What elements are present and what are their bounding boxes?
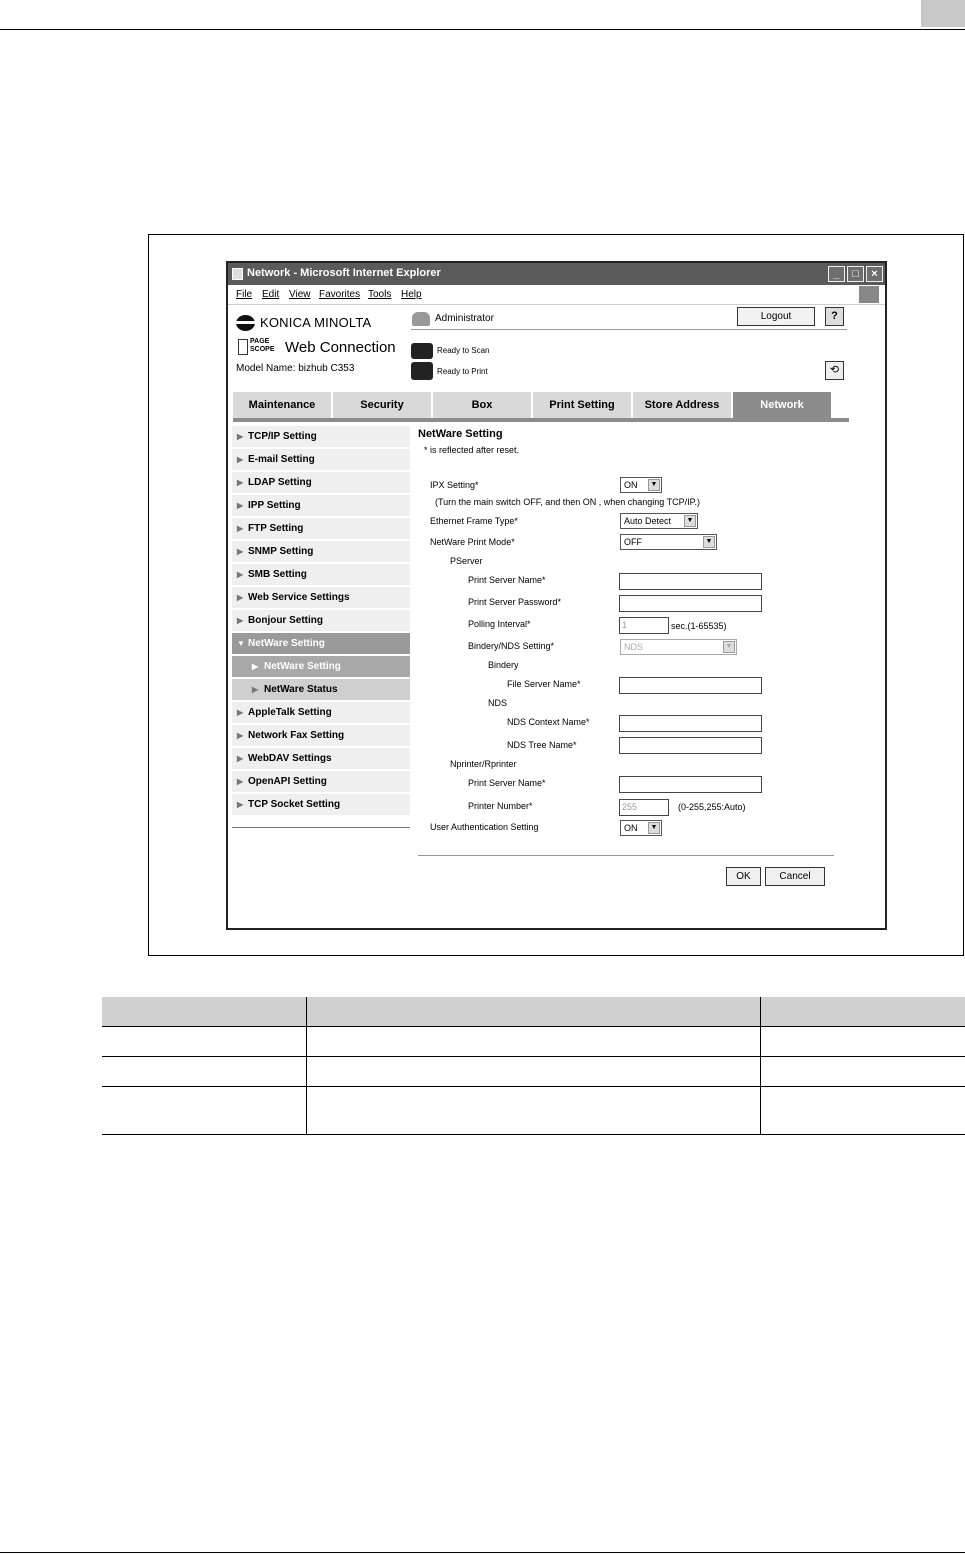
- sidebar-item-label: NetWare Setting: [264, 661, 341, 672]
- tab-print-setting[interactable]: Print Setting: [533, 392, 632, 418]
- file-server-name-label: File Server Name*: [507, 679, 581, 689]
- page-title: NetWare Setting: [418, 428, 503, 440]
- sidebar-item-label: Web Service Settings: [248, 592, 350, 603]
- print-server-password-input[interactable]: [619, 595, 762, 612]
- table-header-cell: [760, 997, 965, 1026]
- ethernet-frame-label: Ethernet Frame Type*: [430, 516, 518, 526]
- sidebar-item-email[interactable]: [232, 449, 410, 471]
- header-rule: [411, 329, 847, 330]
- tab-security[interactable]: Security: [333, 392, 432, 418]
- bindery-nds-label: Bindery/NDS Setting*: [468, 641, 555, 651]
- scan-status: Ready to Scan: [437, 346, 490, 355]
- refresh-button[interactable]: ⟲: [825, 361, 844, 380]
- triangle-right-icon: ▶: [252, 685, 259, 694]
- menu-file[interactable]: File: [236, 289, 253, 300]
- triangle-right-icon: ▶: [237, 501, 244, 510]
- nds-tree-name-input[interactable]: [619, 737, 762, 754]
- table-cell: [306, 1026, 760, 1056]
- pagescope-icon: [238, 339, 248, 355]
- nds-context-name-label: NDS Context Name*: [507, 717, 590, 727]
- nprinter-server-name-input[interactable]: [619, 776, 762, 793]
- sidebar-item-web-service[interactable]: [232, 587, 410, 609]
- settings-description-table: [102, 997, 965, 1135]
- triangle-right-icon: ▶: [237, 593, 244, 602]
- sidebar-item-label: FTP Setting: [248, 523, 304, 534]
- bindery-nds-value: NDS: [624, 642, 644, 652]
- triangle-down-icon: ▼: [237, 639, 245, 648]
- sidebar-item-appletalk[interactable]: [232, 702, 410, 724]
- table-header-cell: [102, 997, 306, 1026]
- triangle-right-icon: ▶: [237, 547, 244, 556]
- menu-help[interactable]: Help: [401, 289, 422, 300]
- printer-status-icon: [411, 362, 433, 380]
- window-title: Network - Microsoft Internet Explorer: [247, 267, 441, 279]
- help-button[interactable]: ?: [825, 307, 844, 326]
- logout-button[interactable]: Logout: [737, 307, 815, 326]
- sidebar-item-label: IPP Setting: [248, 500, 301, 511]
- tab-maintenance[interactable]: Maintenance: [233, 392, 332, 418]
- ipx-setting-select[interactable]: [620, 477, 662, 493]
- ie-page-icon: [232, 268, 243, 280]
- scanner-status-icon: [411, 343, 433, 359]
- konica-minolta-logo-icon: [236, 315, 255, 331]
- menu-tools[interactable]: Tools: [368, 289, 392, 300]
- print-mode-select[interactable]: [620, 534, 717, 550]
- sidebar-item-ldap[interactable]: [232, 472, 410, 494]
- brand-name: KONICA MINOLTA: [260, 315, 372, 330]
- table-header-row: [102, 997, 965, 1026]
- table-row: [102, 1056, 965, 1086]
- print-status: Ready to Print: [437, 367, 488, 376]
- ethernet-frame-select[interactable]: [620, 513, 698, 529]
- sidebar-item-label: LDAP Setting: [248, 477, 312, 488]
- menu-edit[interactable]: Edit: [262, 289, 280, 300]
- table-cell: [102, 1026, 306, 1056]
- tab-network[interactable]: Network: [733, 392, 832, 418]
- nds-tree-name-label: NDS Tree Name*: [507, 740, 577, 750]
- pserver-heading: PServer: [450, 556, 483, 566]
- triangle-right-icon: ▶: [237, 616, 244, 625]
- user-mode: Administrator: [435, 313, 494, 324]
- sidebar-item-label: AppleTalk Setting: [248, 707, 332, 718]
- polling-interval-input[interactable]: 1: [619, 617, 669, 634]
- windows-flag-icon: [859, 286, 879, 303]
- triangle-right-icon: ▶: [237, 731, 244, 740]
- sidebar-subitem-netware-status[interactable]: [232, 679, 410, 701]
- print-server-name-input[interactable]: [619, 573, 762, 590]
- administrator-icon: [412, 312, 430, 326]
- triangle-right-icon: ▶: [237, 570, 244, 579]
- page-number-tab: [921, 0, 965, 27]
- sidebar-item-bonjour[interactable]: [232, 610, 410, 632]
- file-server-name-input[interactable]: [619, 677, 762, 694]
- chevron-down-icon: ▼: [648, 479, 660, 491]
- triangle-right-icon: ▶: [237, 455, 244, 464]
- sidebar-item-tcpip[interactable]: [232, 426, 410, 448]
- table-cell: [760, 1086, 965, 1134]
- sidebar-item-ipp[interactable]: [232, 495, 410, 517]
- nds-heading: NDS: [488, 698, 508, 708]
- page-content: [228, 305, 885, 928]
- sidebar-item-label: NetWare Setting: [248, 638, 325, 649]
- sidebar-item-label: OpenAPI Setting: [248, 776, 327, 787]
- triangle-right-icon: ▶: [237, 708, 244, 717]
- table-cell: [760, 1056, 965, 1086]
- tab-box[interactable]: Box: [433, 392, 532, 418]
- table-cell: [306, 1086, 760, 1134]
- user-auth-label: User Authentication Setting: [430, 822, 539, 832]
- close-button[interactable]: ×: [866, 266, 883, 282]
- table-cell: [306, 1056, 760, 1086]
- sidebar-item-label: NetWare Status: [264, 684, 338, 695]
- pagescope-line-2: SCOPE: [250, 346, 275, 353]
- sidebar-item-label: SMB Setting: [248, 569, 307, 580]
- table-row: [102, 1086, 965, 1134]
- menu-favorites[interactable]: Favorites: [319, 289, 361, 300]
- nprinter-server-name-label: Print Server Name*: [468, 778, 546, 788]
- table-header-cell: [306, 997, 760, 1026]
- triangle-right-icon: ▶: [252, 662, 259, 671]
- bindery-nds-select[interactable]: [620, 639, 737, 655]
- sidebar-subitem-netware-setting[interactable]: [232, 656, 410, 678]
- bindery-heading: Bindery: [488, 660, 519, 670]
- menu-view[interactable]: View: [289, 289, 311, 300]
- polling-interval-hint: sec.(1-65535): [671, 621, 727, 631]
- user-auth-select[interactable]: [620, 820, 662, 836]
- sidebar-item-ftp[interactable]: [232, 518, 410, 540]
- sidebar-item-snmp[interactable]: [232, 541, 410, 563]
- page-footer-rule: [0, 1552, 965, 1553]
- ipx-setting-label: IPX Setting*: [430, 480, 479, 490]
- pagescope-line-1: PAGE: [250, 338, 270, 345]
- triangle-right-icon: ▶: [237, 800, 244, 809]
- sidebar-item-label: E-mail Setting: [248, 454, 315, 465]
- chevron-down-icon: ▼: [703, 536, 715, 548]
- table-cell: [760, 1026, 965, 1056]
- sidebar-item-network-fax[interactable]: [232, 725, 410, 747]
- chevron-down-icon: ▼: [723, 641, 735, 653]
- sidebar-item-label: TCP Socket Setting: [248, 799, 341, 810]
- sidebar-item-label: Bonjour Setting: [248, 615, 323, 626]
- main-tabs: [233, 392, 849, 418]
- sidebar-item-webdav[interactable]: [232, 748, 410, 770]
- pagescope-logo: [250, 338, 275, 354]
- menu-bar: [228, 285, 885, 305]
- table-cell: [102, 1056, 306, 1086]
- ok-button[interactable]: OK: [726, 867, 761, 886]
- sidebar-item-smb[interactable]: [232, 564, 410, 586]
- chevron-down-icon: ▼: [648, 822, 660, 834]
- web-connection-title: Web Connection: [285, 339, 396, 356]
- sidebar-item-label: WebDAV Settings: [248, 753, 332, 764]
- table-row: [102, 1026, 965, 1056]
- user-auth-value: ON: [624, 823, 638, 833]
- chevron-down-icon: ▼: [684, 515, 696, 527]
- printer-number-label: Printer Number*: [468, 801, 533, 811]
- triangle-right-icon: ▶: [237, 478, 244, 487]
- browser-window: [226, 261, 887, 930]
- model-name: Model Name: bizhub C353: [236, 363, 355, 374]
- page-header-rule: [0, 29, 965, 30]
- tab-underline: [233, 418, 849, 422]
- triangle-right-icon: ▶: [237, 754, 244, 763]
- form-bottom-rule: [418, 855, 834, 856]
- reset-note: * is reflected after reset.: [424, 445, 520, 455]
- print-server-name-label: Print Server Name*: [468, 575, 546, 585]
- maximize-button[interactable]: □: [847, 266, 864, 282]
- nprinter-heading: Nprinter/Rprinter: [450, 759, 517, 769]
- sidebar-item-netware[interactable]: [232, 633, 410, 655]
- sidebar-item-label: TCP/IP Setting: [248, 431, 317, 442]
- print-mode-label: NetWare Print Mode*: [430, 537, 515, 547]
- printer-number-input[interactable]: 255: [619, 799, 669, 816]
- triangle-right-icon: ▶: [237, 432, 244, 441]
- sidebar-item-tcp-socket[interactable]: [232, 794, 410, 816]
- tab-store-address[interactable]: Store Address: [633, 392, 732, 418]
- nds-context-name-input[interactable]: [619, 715, 762, 732]
- triangle-right-icon: ▶: [237, 777, 244, 786]
- triangle-right-icon: ▶: [237, 524, 244, 533]
- sidebar-bottom-rule: [232, 827, 410, 828]
- ipx-setting-value: ON: [624, 480, 638, 490]
- print-server-password-label: Print Server Password*: [468, 597, 562, 607]
- polling-interval-label: Polling Interval*: [468, 619, 531, 629]
- minimize-button[interactable]: _: [828, 266, 845, 282]
- print-mode-value: OFF: [624, 537, 642, 547]
- title-bar: [228, 263, 885, 285]
- cancel-button[interactable]: Cancel: [765, 867, 825, 886]
- table-cell: [102, 1086, 306, 1134]
- sidebar-item-label: SNMP Setting: [248, 546, 314, 557]
- printer-number-hint: (0-255,255:Auto): [678, 802, 746, 812]
- sidebar-item-label: Network Fax Setting: [248, 730, 345, 741]
- ipx-hint: (Turn the main switch OFF, and then ON , when changing TCP/IP.): [435, 497, 700, 507]
- sidebar-item-openapi[interactable]: [232, 771, 410, 793]
- ethernet-frame-value: Auto Detect: [624, 516, 672, 526]
